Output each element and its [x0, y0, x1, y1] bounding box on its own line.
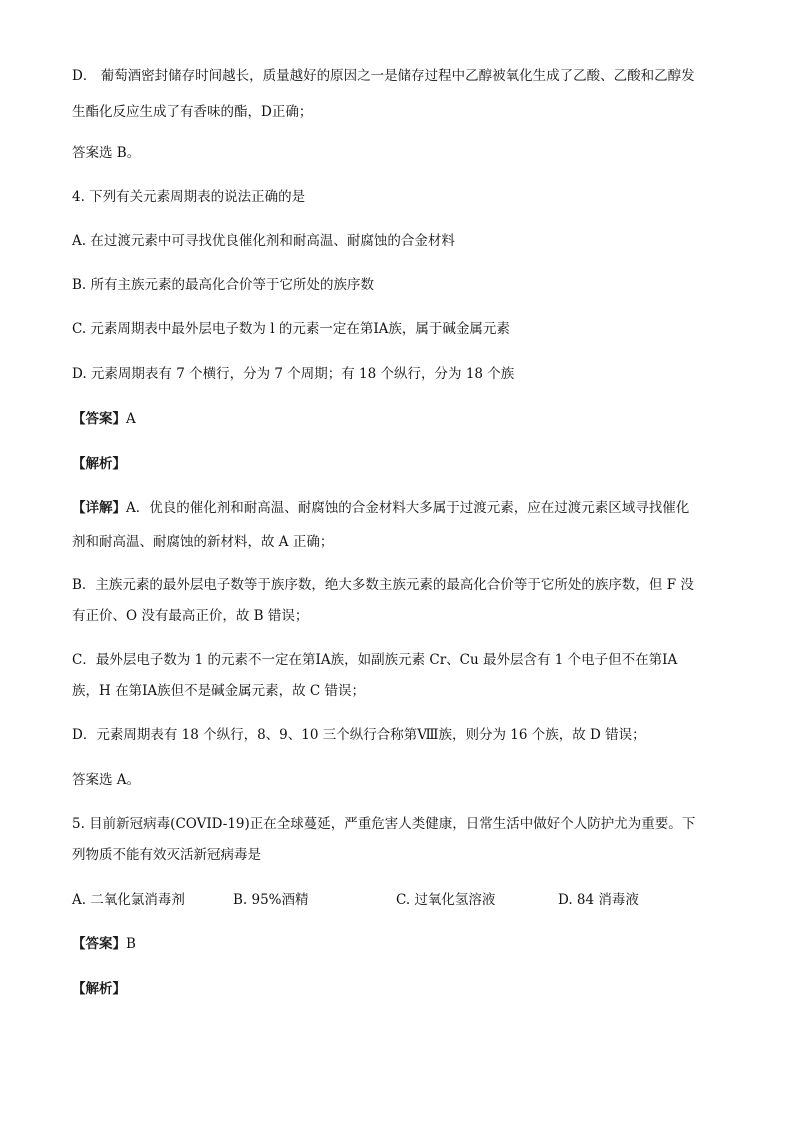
q5-option-a: A. 二氧化氯消毒剂	[72, 892, 185, 908]
q4-detail-c-line1: C．最外层电子数为 1 的元素不一定在第ⅠA族，如副族元素 Cr、Cu 最外层含有 1 个电子但不在第ⅠA	[72, 652, 678, 668]
q4-detail-d: D．元素周期表有 18 个纵行，8、9、10 三个纵行合称第Ⅷ族，则分为 16 个族，故 D 错误；	[72, 727, 646, 743]
q4-detail-a-text: A．优良的催化剂和耐高温、耐腐蚀的合金材料大多属于过渡元素，应在过渡元素区域寻找催化	[126, 500, 690, 516]
q4-option-c: C. 元素周期表中最外层电子数为 l 的元素一定在第ⅠA族，属于碱金属元素	[72, 321, 510, 337]
q4-option-a: A. 在过渡元素中可寻找优良催化剂和耐高温、耐腐蚀的合金材料	[72, 233, 455, 249]
q5-answer-value: B	[126, 936, 136, 952]
q4-detail-c-line2: 族，H 在第ⅠA族但不是碱金属元素，故 C 错误；	[72, 683, 366, 699]
q4-detail-tag: 【详解】	[72, 500, 126, 516]
q4-analysis-label: 【解析】	[72, 456, 126, 472]
q5-stem-line2: 列物质不能有效灭活新冠病毒是	[72, 847, 261, 863]
q4-detail-a-line1	[72, 499, 722, 517]
prev-option-d-line1: D． 葡萄酒密封储存时间越长，质量越好的原因之一是储存过程中乙醇被氧化生成了乙酸、乙酸和乙醇发	[72, 68, 695, 84]
q5-analysis-tag	[72, 980, 722, 998]
q5-option-b: B. 95%酒精	[233, 892, 309, 908]
q4-answer-note: 答案选 A。	[72, 772, 141, 788]
q5-option-c: C. 过氧化氢溶液	[396, 892, 496, 908]
q4-option-d: D. 元素周期表有 7 个横行，分为 7 个周期；有 18 个纵行，分为 18 个族	[72, 366, 515, 382]
q4-detail-b-line2: 有正价、O 没有最高正价，故 B 错误；	[72, 608, 309, 624]
q4-answer-tag: 【答案】	[72, 411, 126, 427]
q5-answer	[72, 935, 722, 953]
q4-detail-b-line1: B．主族元素的最外层电子数等于族序数，绝大多数主族元素的最高化合价等于它所处的族序数，但 F 没	[72, 577, 694, 593]
q5-stem-line1: 5. 目前新冠病毒(COVID-19)正在全球蔓延，严重危害人类健康，日常生活中做好个人防护尤为重要。下	[72, 816, 696, 832]
q4-analysis-tag	[72, 455, 722, 473]
q5-option-d: D. 84 消毒液	[558, 892, 639, 908]
q5-answer-tag: 【答案】	[72, 936, 126, 952]
q5-options-row	[72, 891, 722, 909]
q4-answer	[72, 410, 722, 428]
q4-option-b: B. 所有主族元素的最高化合价等于它所处的族序数	[72, 277, 375, 293]
q5-analysis-label: 【解析】	[72, 981, 126, 997]
q4-stem: 4. 下列有关元素周期表的说法正确的是	[72, 189, 306, 205]
prev-answer-note: 答案选 B。	[72, 145, 141, 161]
q4-detail-a-line2: 剂和耐高温、耐腐蚀的新材料，故 A 正确；	[72, 534, 334, 550]
q4-answer-value: A	[126, 411, 136, 427]
prev-option-d-line2: 生酯化反应生成了有香味的酯，D正确；	[72, 104, 313, 120]
